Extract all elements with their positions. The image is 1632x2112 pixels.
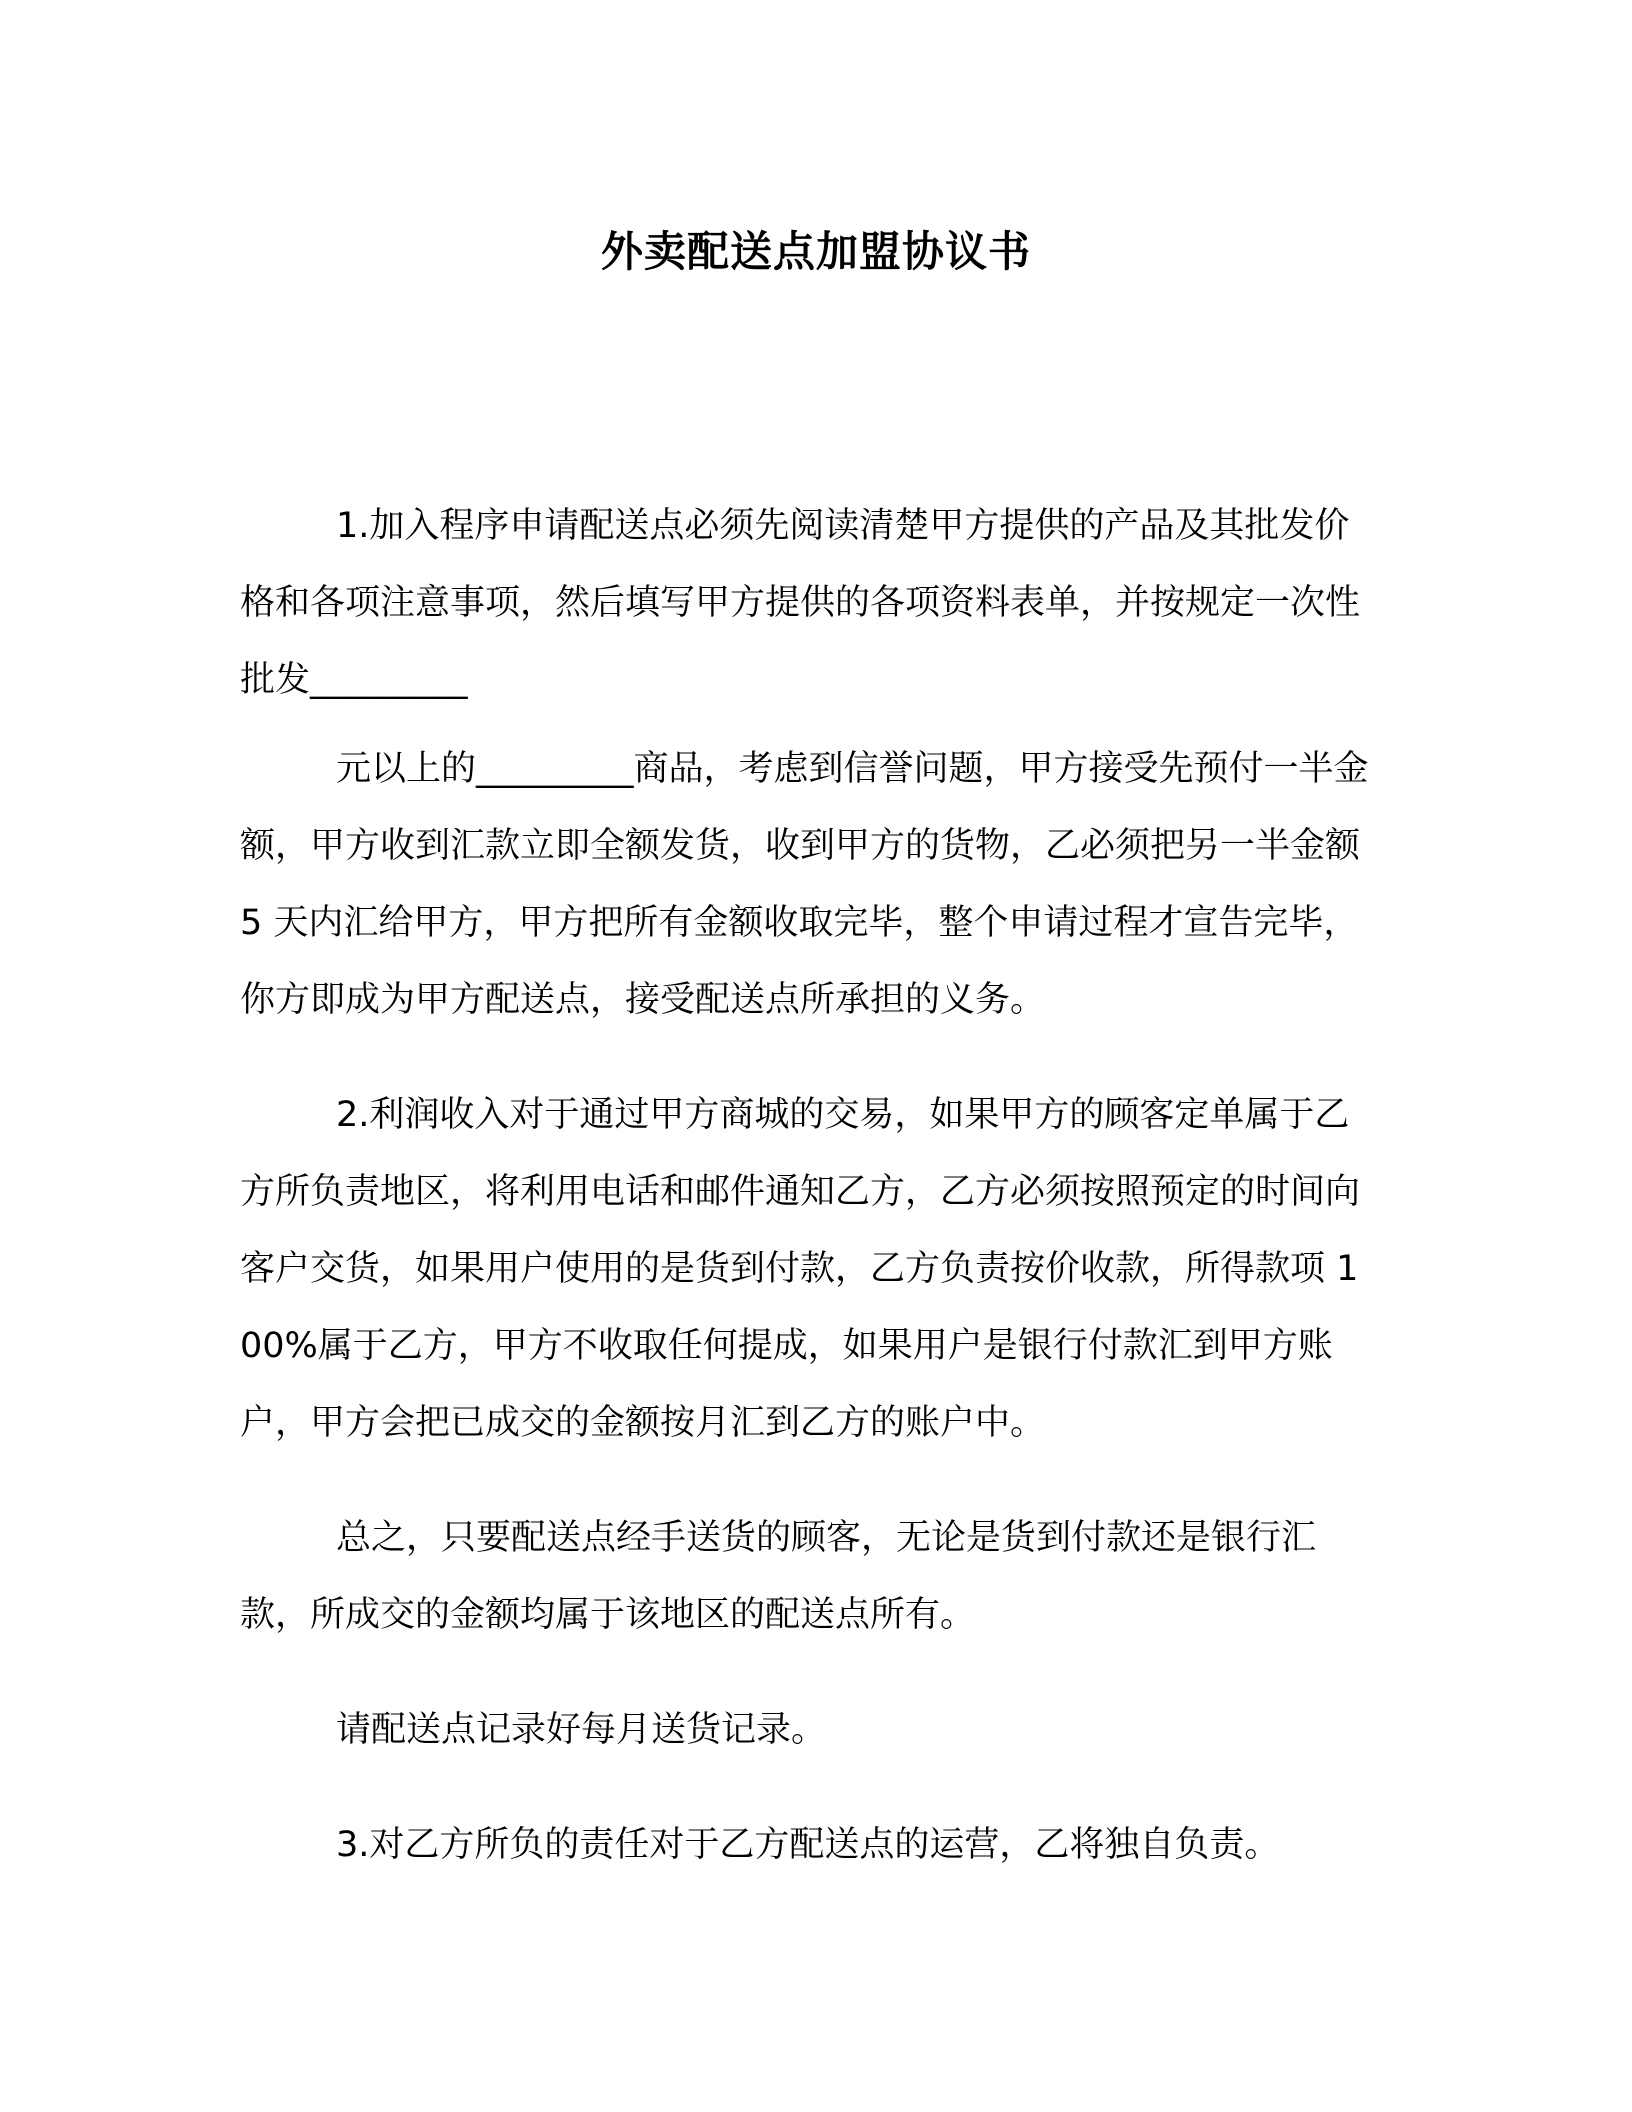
paragraph-clause-1: 1.加入程序申请配送点必须先阅读清楚甲方提供的产品及其批发价格和各项注意事项，然后填写甲方提供的各项资料表单，并按规定一次性批发_________ [240, 506, 1361, 700]
document-title: 外卖配送点加盟协议书 [600, 227, 1031, 276]
paragraph-payment-terms: 元以上的_________商品，考虑到信誉问题，甲方接受先预付一半金额，甲方收到汇款立即全额发货，收到甲方的货物，乙必须把另一半金额 5 天内汇给甲方，甲方把所有金额收取完毕，整个申请过程才宣告完毕，你方即成为甲方配送点，接受配送点所承担的义务。 [240, 749, 1369, 1020]
paragraph-record-note: 请配送点记录好每月送货记录。 [336, 1710, 827, 1750]
document-body [240, 488, 1380, 1922]
paragraph-clause-2: 2.利润收入对于通过甲方商城的交易，如果甲方的顾客定单属于乙方所负责地区，将利用电话和邮件通知乙方，乙方必须按照预定的时间向客户交货，如果用户使用的是货到付款，乙方负责按价收款，所得款项 100%属于乙方，甲方不收取任何提成，如果用户是银行付款汇到甲方账户，甲方会把已成交的金额按月汇到乙方的账户中。 [240, 1095, 1361, 1443]
paragraph-clause-3: 3.对乙方所负的责任对于乙方配送点的运营，乙将独自负责。 [336, 1825, 1280, 1865]
paragraph-summary: 总之，只要配送点经手送货的顾客，无论是货到付款还是银行汇款，所成交的金额均属于该地区的配送点所有。 [240, 1518, 1317, 1635]
